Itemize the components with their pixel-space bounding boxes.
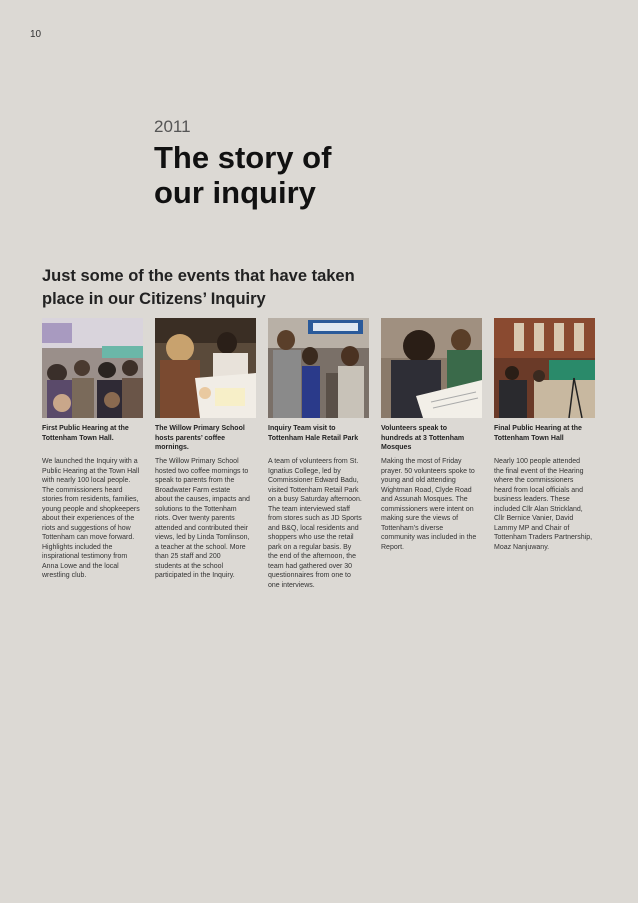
event-body [494,457,597,552]
event-body-line: Tottenham Traders Partnership, [494,534,593,541]
event-title [155,424,258,457]
event-body-line: views, led by Linda Tomlinson, [155,534,250,541]
event-body-line: about the causes, impacts and [155,496,250,503]
photo-first-hearing [42,318,143,418]
photo-retail-park [268,318,369,418]
event-title [381,424,484,457]
event-body-line: participated in the Inquiry. [155,572,235,579]
photo-willow-school [155,318,256,418]
event-body-line: making sure the views of [381,515,459,522]
event-title-line: Tottenham Town Hall [494,434,564,442]
event-body-line: park on a regular basis. By [268,543,352,551]
year-label: 2011 [154,117,191,136]
event-body-line: Highlights included the [42,543,113,551]
event-body-line: A team of volunteers from St. [268,458,359,465]
event-body-line: visited Tottenham Retail Park [268,486,359,494]
event-body-line: shoppers who use the retail [268,534,354,541]
event-title-line: Inquiry Team visit to [268,425,336,432]
event-body-line: Lammy MP and Chair of [494,524,570,532]
event-body-line: stories from residents, families, [42,496,139,503]
event-body-line: about their experiences of the [42,515,135,522]
event-body-line: speak to parents from the [155,477,235,484]
section-subtitle [42,265,422,311]
event-body-line: young people and shopkeepers [42,505,140,513]
event-body [381,457,484,552]
event-body-line: commissioners were intent on [381,505,474,513]
event-body-line: young and old attending [381,477,456,484]
event-body-line: Tottenham’s diverse [381,524,444,532]
event-body-line: where the commissioners [494,477,574,484]
photo-mosques [381,318,482,418]
event-body-line: and Assunah Mosques. The [381,496,468,503]
event-body-line: one interviews. [268,581,315,589]
event-body-line: included Cllr Alan Strickland, [494,505,583,513]
event-column [155,424,258,581]
event-body-line: inspirational testimony from [42,553,128,560]
event-body-line: Report. [381,543,404,551]
event-body-line: Anna Lowe and the local [42,562,119,570]
event-body-line: Moaz Nanjuwany. [494,543,550,551]
event-body-line: wrestling club. [42,572,87,579]
title-line: The story of [154,140,332,175]
event-body-line: questionnaires from one to [268,572,351,579]
event-title-line: Final Public Hearing at the [494,425,582,432]
event-body [268,457,371,590]
event-column [494,424,597,552]
event-body-line: The team interviewed staff [268,505,350,513]
event-body-line: the end of the afternoon, the [268,553,356,560]
event-body-line: prayer. 50 volunteers spoke to [381,467,475,475]
event-body-line: solutions to the Tottenham [155,505,237,513]
event-body-line: riots. Over twenty parents [155,515,235,522]
event-title-line: Mosques [381,444,412,451]
event-body-line: riots and suggestions of how [42,524,131,532]
event-title [268,424,371,457]
event-title-line: hosts parents’ coffee [155,434,226,442]
event-body-line: We launched the Inquiry with a [42,458,138,465]
subtitle-line: place in our Citizens’ Inquiry [42,290,266,308]
event-title-line: Tottenham Town Hall. [42,434,114,442]
event-body-line: Cllr Bernice Vanier, David [494,515,574,522]
event-body-line: The Willow Primary School [155,458,239,465]
event-body-line: with nearly 100 local people. [42,477,131,484]
event-body-line: hosted two coffee mornings to [155,467,249,475]
event-body-line: Wightman Road, Clyde Road [381,486,472,494]
event-column [381,424,484,552]
title-line: our inquiry [154,175,316,210]
event-body-line: Broadwater Farm estate [155,486,231,494]
event-title-line: Tottenham Hale Retail Park [268,434,359,442]
event-body-line: students at the school [155,562,224,570]
event-body-line: Nearly 100 people attended [494,458,581,465]
event-body-line: community was included in the [381,534,477,541]
event-title-line: First Public Hearing at the [42,425,129,432]
event-body-line: than 25 staff and 200 [155,553,221,560]
event-body-line: and B&Q, local residents and [268,524,359,532]
subtitle-line: Just some of the events that have taken [42,267,355,285]
event-body-line: Ignatius College, led by [268,467,341,475]
photo-final-hearing [494,318,595,418]
event-title-line: Volunteers speak to [381,425,448,432]
event-body-line: Public Hearing at the Town Hall [42,467,140,475]
event-body-line: the final event of the Hearing [494,467,584,475]
event-body-line: The commissioners heard [42,486,123,494]
event-title [494,424,597,457]
event-body-line: business leaders. These [494,496,570,503]
event-body-line: Tottenham can move forward. [42,534,135,541]
page-title [154,140,454,210]
event-body-line: Making the most of Friday [381,458,462,465]
event-body-line: Commissioner Edward Badu, [268,477,359,484]
event-body-line: heard from local officials and [494,486,583,494]
page-number: 10 [30,29,42,40]
event-column [42,424,145,581]
event-body-line: attended and contributed their [155,524,249,532]
event-title-line: hundreds at 3 Tottenham [381,434,465,442]
event-body-line: on a busy Saturday afternoon. [268,496,362,503]
event-title-line: The Willow Primary School [155,425,245,432]
event-body-line: team had gathered over 30 [268,562,353,570]
event-body-line: a teacher at the school. More [155,543,246,551]
event-column [268,424,371,590]
event-body [155,457,258,581]
event-body-line: from stores such as JD Sports [268,515,362,522]
event-body [42,457,145,581]
event-title-line: mornings. [155,444,189,451]
event-title [42,424,145,457]
